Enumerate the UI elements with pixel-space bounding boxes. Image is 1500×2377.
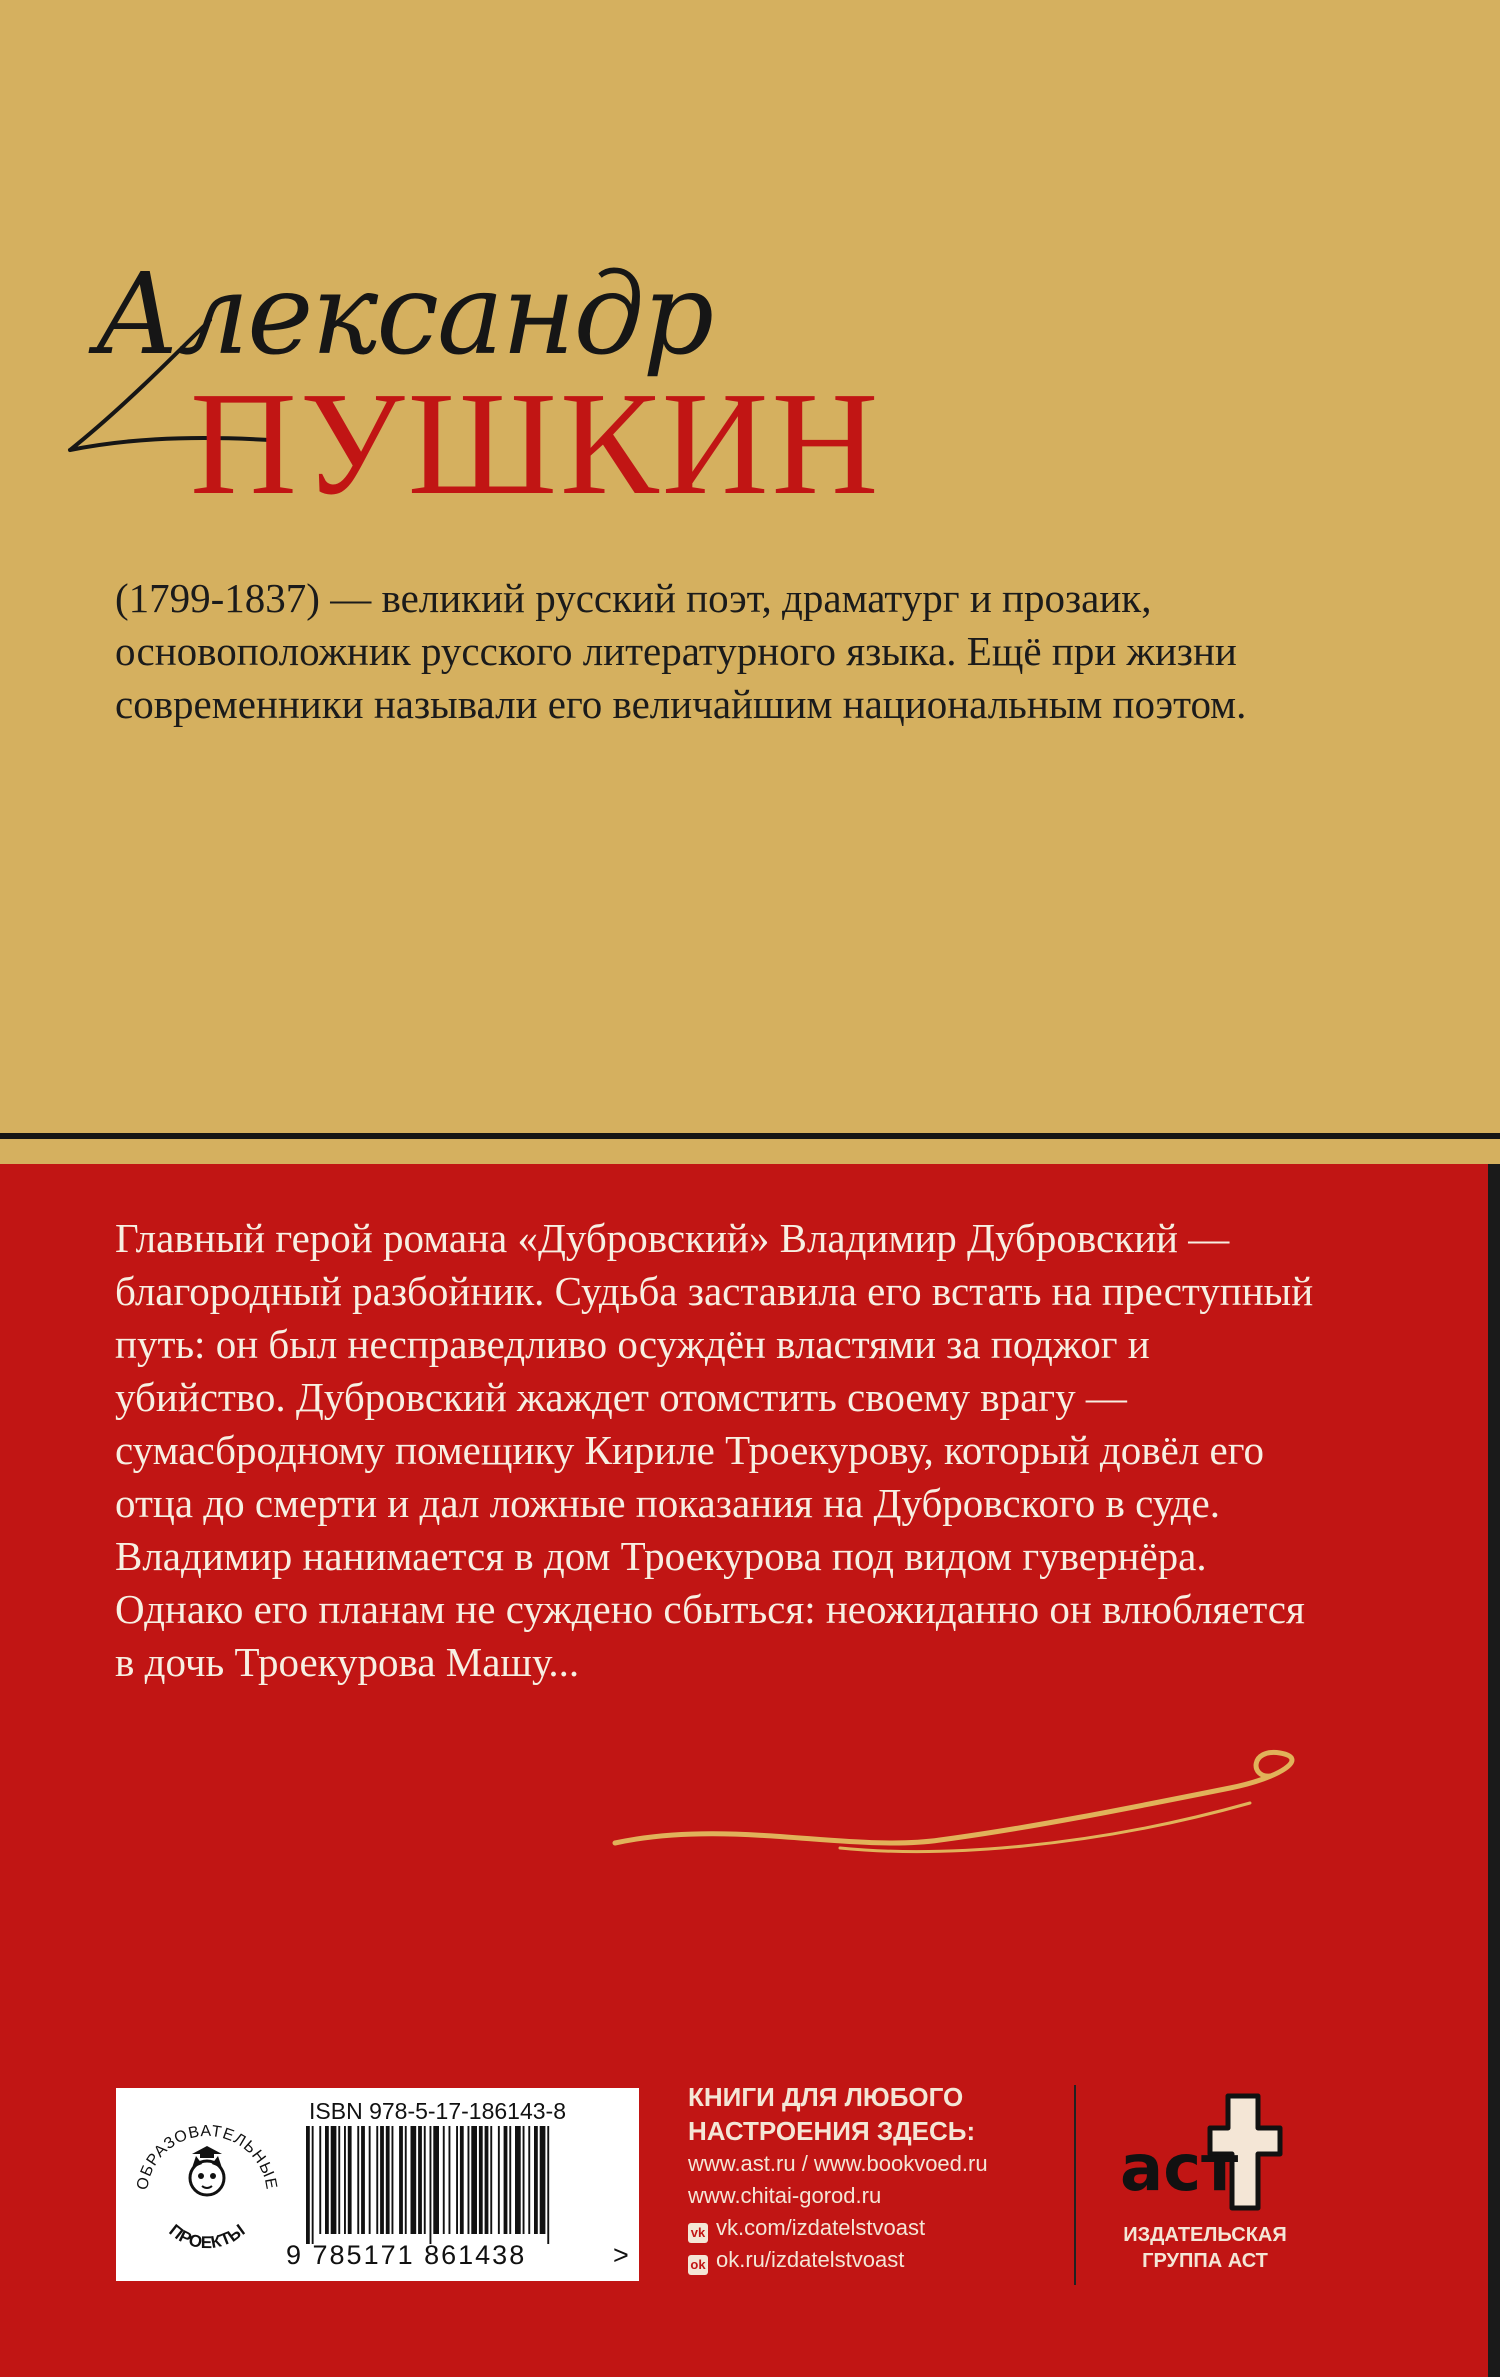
barcode-panel	[116, 2088, 639, 2281]
barcode-bar	[523, 2126, 525, 2234]
edu-logo-bottom-text: ПРОЕКТЫ	[165, 2220, 249, 2253]
barcode-bar	[485, 2126, 489, 2234]
barcode-bar	[498, 2126, 500, 2234]
barcode-bar	[331, 2126, 337, 2234]
barcode-bar	[376, 2126, 378, 2234]
barcode-digits: 9 785171 861438	[286, 2240, 527, 2270]
barcode-bar	[361, 2126, 365, 2234]
author-last-name: ПУШКИН	[190, 362, 882, 526]
author-first-name: Александр	[95, 250, 713, 380]
ornament-flourish	[610, 1748, 1310, 1858]
ast-publisher-logo	[1108, 2088, 1298, 2218]
edu-logo-top-text: ОБРАЗОВАТЕЛЬНЫЕ	[134, 2122, 280, 2192]
barcode-bar	[319, 2126, 321, 2234]
barcode-bar	[547, 2126, 549, 2244]
barcode-bar	[534, 2126, 538, 2234]
barcode-bar	[325, 2126, 329, 2234]
cat-graduate-icon	[190, 2146, 224, 2195]
link-vk-row[interactable]	[688, 2212, 1068, 2244]
link-ok-row[interactable]	[688, 2244, 1068, 2276]
barcode-bar	[449, 2126, 451, 2234]
barcode-arrow: >	[613, 2240, 629, 2270]
edu-projects-logo	[122, 2096, 292, 2274]
link-chitai-gorod[interactable]: www.chitai-gorod.ru	[688, 2183, 882, 2208]
svg-text:ПРОЕКТЫ	[166, 2221, 249, 2253]
section-divider-gold	[0, 1139, 1500, 1164]
publisher-caption-2: ГРУППА АСТ	[1142, 2250, 1268, 2272]
barcode-bar	[528, 2126, 530, 2234]
barcode-bar	[479, 2126, 483, 2234]
barcode-bar	[443, 2126, 445, 2234]
barcode-bar	[509, 2126, 511, 2234]
author-bio: (1799-1837) — великий русский поэт, драматург и прозаик, основоположник русского литературного языка. Ещё при жизни современники называли его величайшим национальным поэтом.	[115, 575, 1247, 727]
barcode-bar	[418, 2126, 422, 2234]
barcode-bar	[386, 2126, 390, 2234]
ok-icon: ok	[688, 2255, 708, 2275]
link-ast-bookvoed[interactable]: www.ast.ru / www.bookvoed.ru	[688, 2151, 988, 2176]
cover-top-panel	[0, 0, 1500, 1133]
book-annotation: Главный герой романа «Дубровский» Владимир Дубровский — благородный разбойник. Судьба заставила его встать на преступный путь: он был несправедливо осуждён властями за поджог и убийство. Дубровский жаждет отомстить своему врагу — сумасбродному помещику Кириле Троекурову, который довёл его отца до смерти и дал ложные показания на Дубровского в суде. Владимир нанимается в дом Троекурова под видом гувернёра. Однако его планам не суждено сбыться: неожиданно он влюбляется в дочь Троекурова Машу...	[115, 1215, 1314, 1685]
barcode-bar	[471, 2126, 477, 2234]
vertical-separator	[1074, 2085, 1076, 2285]
barcode-bar	[468, 2126, 470, 2234]
barcode-bar	[460, 2126, 464, 2234]
barcode-bars	[304, 2126, 624, 2244]
publisher-caption-1: ИЗДАТЕЛЬСКАЯ	[1123, 2224, 1287, 2246]
barcode-bar	[369, 2126, 371, 2234]
barcode-bar	[338, 2126, 340, 2234]
barcode-bar	[411, 2126, 417, 2234]
barcode-bar	[540, 2126, 546, 2234]
vk-icon: vk	[688, 2223, 708, 2243]
ast-logo-text: аст	[1120, 2132, 1239, 2206]
links-heading-1: КНИГИ ДЛЯ ЛЮБОГО	[688, 2082, 964, 2112]
link-ok[interactable]: ok.ru/izdatelstvoast	[716, 2247, 905, 2272]
barcode-bar	[312, 2126, 314, 2244]
barcode-bar	[490, 2126, 492, 2234]
barcode-bar	[430, 2126, 432, 2244]
barcode-bar	[504, 2126, 508, 2234]
links-heading-2: НАСТРОЕНИЯ ЗДЕСЬ:	[688, 2116, 976, 2146]
barcode-bar	[424, 2126, 426, 2234]
publisher-caption	[1105, 2222, 1305, 2274]
publisher-links	[688, 2080, 1068, 2276]
barcode-bar	[380, 2126, 384, 2234]
barcode-bar	[433, 2126, 439, 2234]
barcode-bar	[357, 2126, 359, 2234]
barcode-bar	[399, 2126, 403, 2234]
barcode-bar	[456, 2126, 458, 2234]
barcode-bar	[348, 2126, 352, 2234]
barcode-bar	[306, 2126, 310, 2244]
barcode-bar	[515, 2126, 521, 2234]
isbn-label: ISBN 978-5-17-186143-8	[309, 2098, 566, 2124]
barcode-bar	[344, 2126, 346, 2234]
link-vk[interactable]: vk.com/izdatelstvoast	[716, 2215, 926, 2240]
barcode-bar	[405, 2126, 407, 2234]
cover-edge-strip	[1488, 1164, 1500, 2377]
barcode-bar	[392, 2126, 394, 2234]
